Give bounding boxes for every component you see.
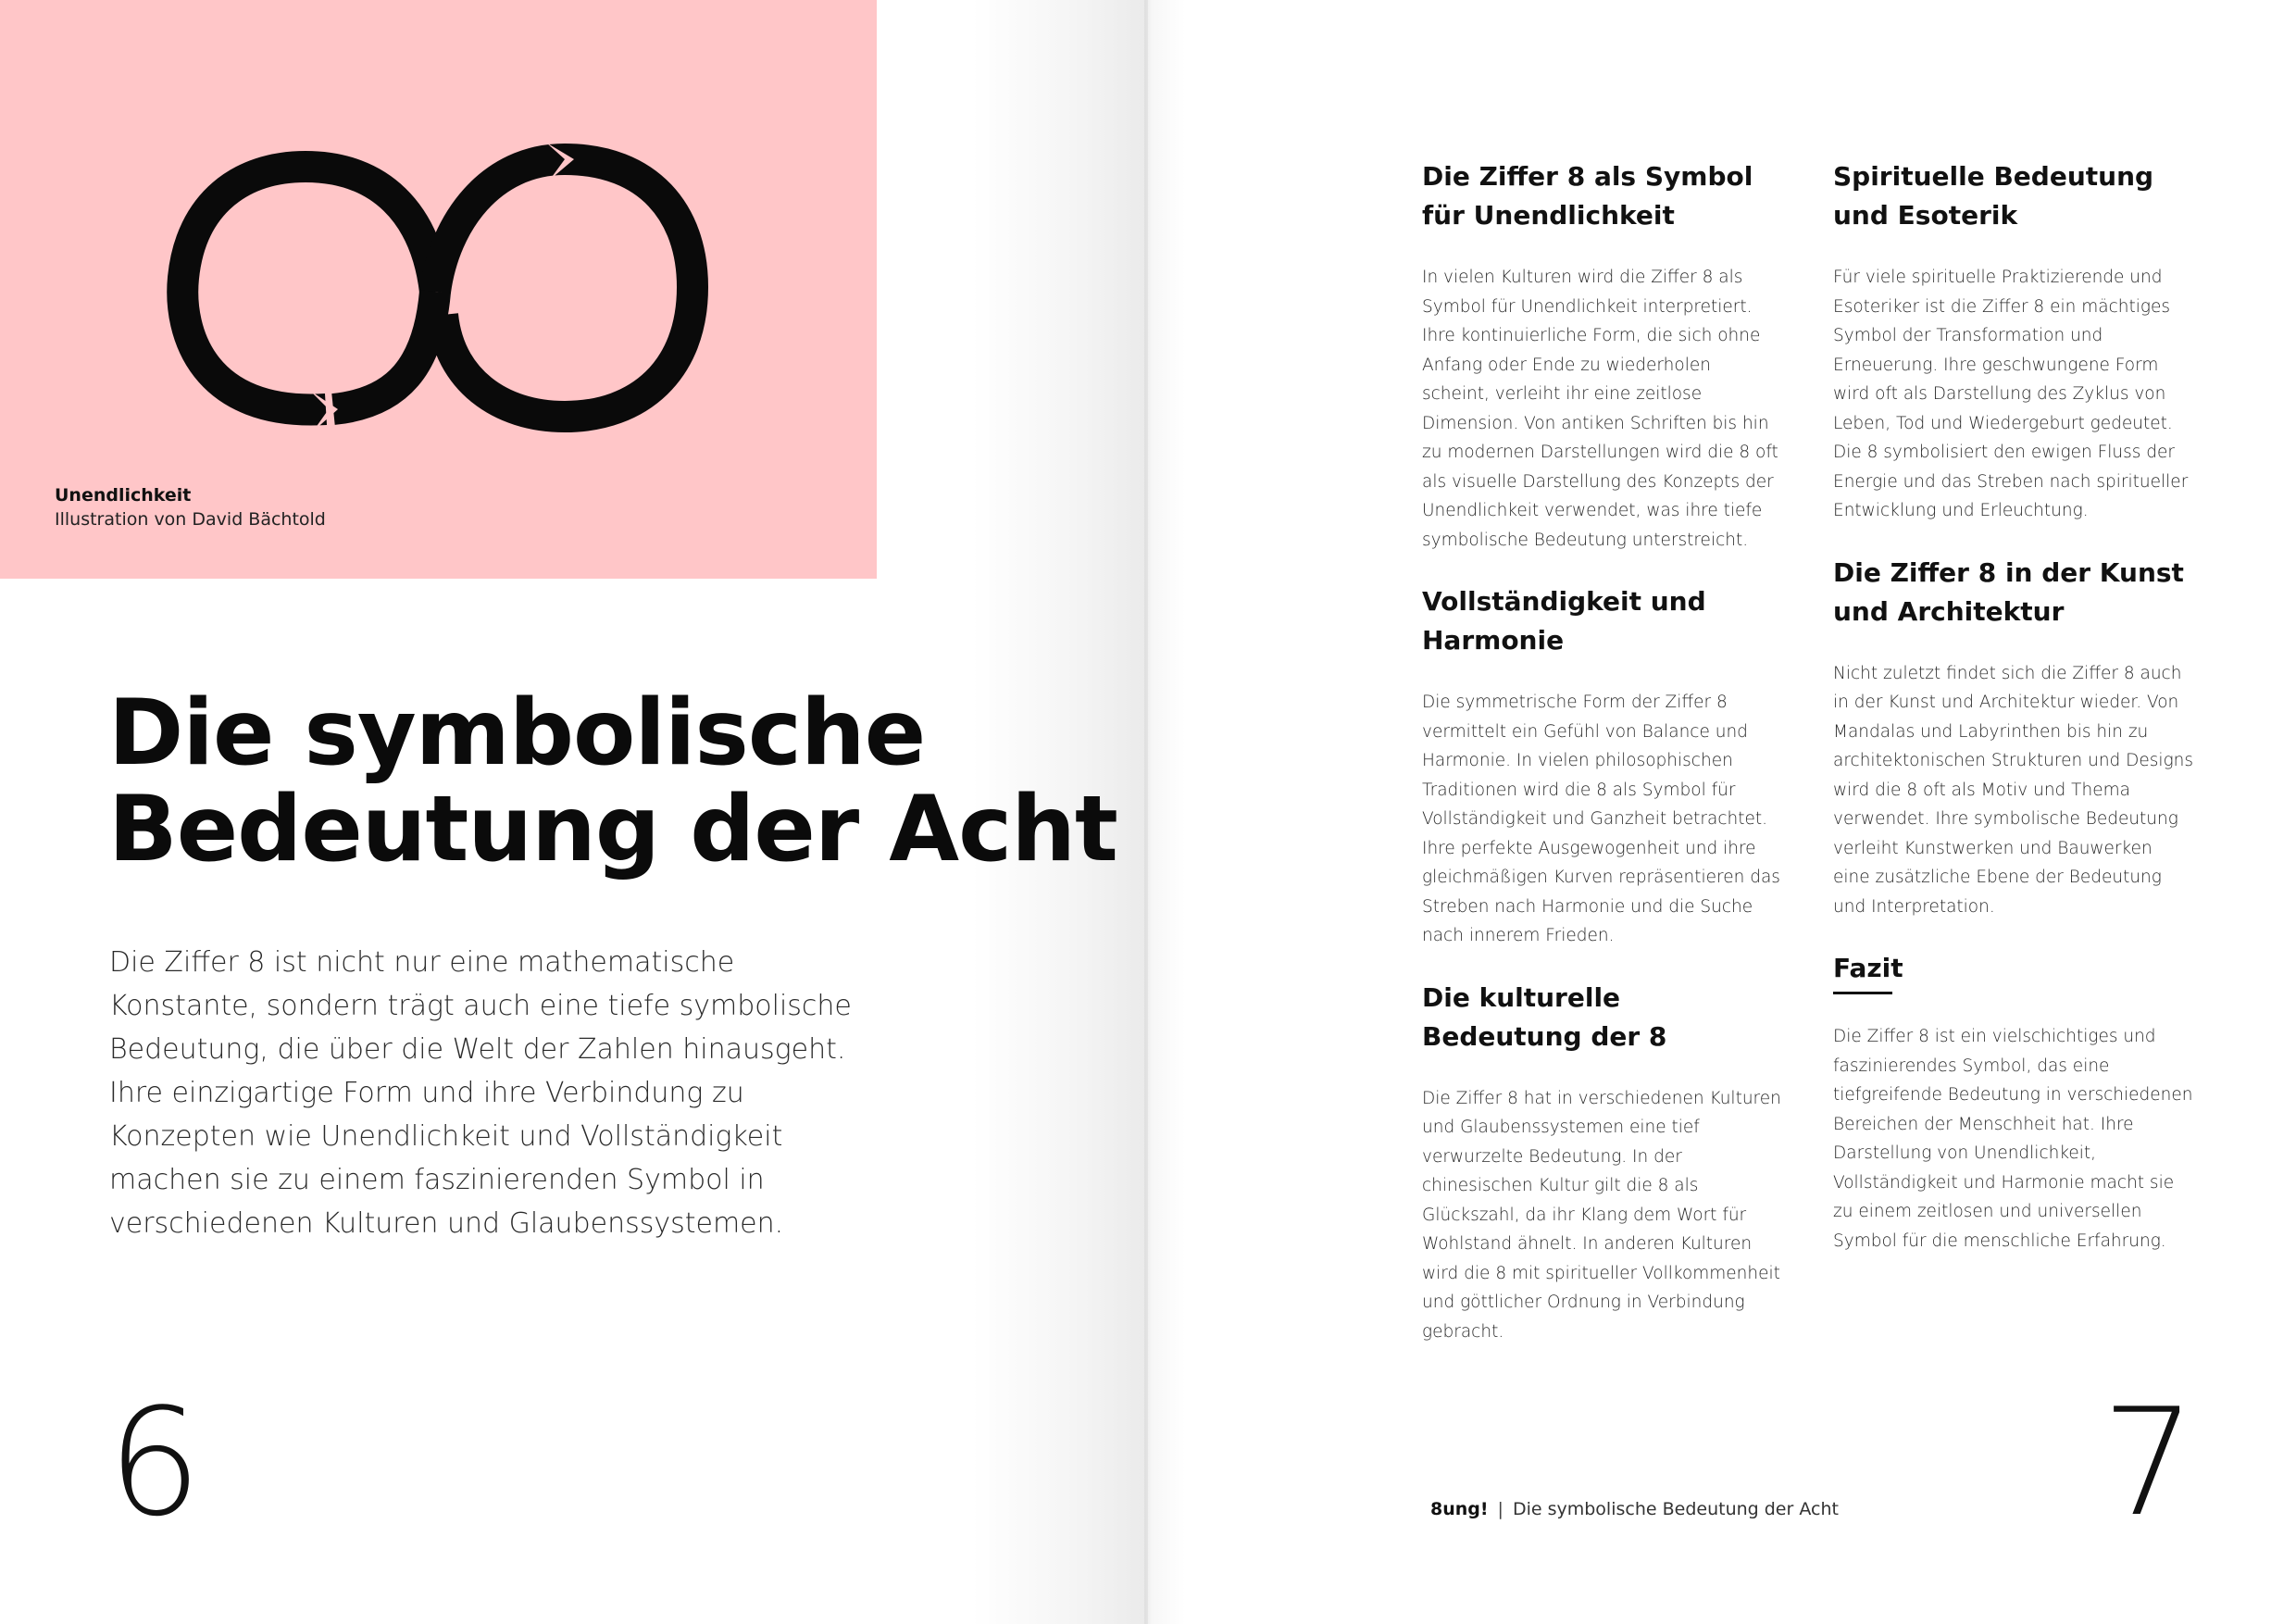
column-2 (1833, 157, 2194, 1283)
section-conclusion (1833, 949, 2194, 1255)
heading-line-1: Die Ziffer 8 als Symbol (1422, 161, 1753, 192)
page-number-left: 6 (107, 1376, 202, 1549)
section-body: Nicht zuletzt findet sich die Ziffer 8 auch in der Kunst und Architektur wieder. Von Mandalas und Labyrinthen bis hin zu architektonischen Strukturen und Designs wird die 8 oft als Motiv und Thema verwendet. Ihre symbolische Bedeutung verleiht Kunstwerken und Bauwerken eine zusätzliche Ebene der Bedeutung und Interpretation. (1833, 663, 2194, 917)
heading-line-1: Vollständigkeit und (1422, 586, 1706, 617)
section-body: In vielen Kulturen wird die Ziffer 8 als Symbol für Unendlichkeit interpretiert. Ihre kontinuierliche Form, die sich ohne Anfang oder Ende zu wiederholen scheint, verleiht ihr eine zeitlose Dimension. Von antiken Schriften bis hin zu modernen Darstellungen wird die 8 oft als visuelle Darstellung des Konzepts der Unendlichkeit verwendet, was ihre tiefe symbolische Bedeutung unterstreicht. (1422, 268, 1778, 550)
illustration-caption (55, 483, 326, 531)
footer-separator: | (1497, 1499, 1504, 1519)
section-harmony (1422, 582, 1783, 951)
heading-line-2: und Architektur (1833, 595, 2065, 627)
heading-line-1: Die Ziffer 8 in der Kunst (1833, 556, 2184, 588)
illustration-panel (0, 0, 877, 579)
footer-text: Die symbolische Bedeutung der Acht (1512, 1499, 1839, 1519)
section-culture (1422, 979, 1783, 1347)
section-heading (1833, 554, 2194, 631)
section-body: Die Ziffer 8 ist ein vielschichtiges und faszinierendes Symbol, das eine tiefgreifende Bedeutung in verschiedenen Bereichen der Menschheit hat. Ihre Darstellung von Unendlichkeit, Vollständigkeit und Harmonie macht sie zu einem zeitlosen und universellen Symbol für die menschliche Erfahrung. (1833, 1027, 2193, 1251)
heading-line-2: für Unendlichkeit (1422, 200, 1675, 231)
heading-line-2: Harmonie (1422, 625, 1565, 656)
section-art (1833, 554, 2194, 922)
lead-paragraph: Die Ziffer 8 ist nicht nur eine mathematische Konstante, sondern trägt auch eine tiefe symbolische Bedeutung, die über die Welt der Zahlen hinausgeht. Ihre einzigartige Form und ihre Verbindung zu Konzepten wie Unendlichkeit und Vollständigkeit machen sie zu einem faszinierenden Symbol in verschiedenen Kulturen und Glaubenssystemen. (109, 946, 852, 1240)
section-body: Die symmetrische Form der Ziffer 8 vermittelt ein Gefühl von Balance und Harmonie. In vielen philosophischen Traditionen wird die 8 als Symbol für Vollständigkeit und Ganzheit betrachtet. Ihre perfekte Ausgewogenheit und ihre gleichmäßigen Kurven repräsentieren das Streben nach Harmonie und die Suche nach innerem Frieden. (1422, 693, 1780, 945)
section-heading (1833, 157, 2194, 235)
section-spiritual (1833, 157, 2194, 526)
section-body: Für viele spirituelle Praktizierende und Esoteriker ist die Ziffer 8 ein mächtiges Symbol der Transformation und Erneuerung. Ihre geschwungene Form wird oft als Darstellung des Zyklus von Leben, Tod und Wiedergeburt gedeutet. Die 8 symbolisiert den ewigen Fluss der Energie und das Streben nach spiritueller Entwicklung und Erleuchtung. (1833, 268, 2189, 520)
section-infinity (1422, 157, 1783, 555)
column-1 (1422, 157, 1783, 1374)
title-line-1: Die symbolische (108, 681, 926, 786)
heading-line-1: Fazit (1833, 953, 1903, 983)
section-heading (1422, 157, 1783, 235)
caption-title: Unendlichkeit (55, 485, 192, 506)
footer-right (1430, 1498, 1839, 1520)
heading-line-1: Spirituelle Bedeutung (1833, 161, 2154, 192)
section-heading (1422, 979, 1783, 1056)
section-heading (1422, 582, 1783, 660)
gutter (1144, 0, 1152, 1624)
infinity-icon (167, 139, 713, 444)
footer-brand: 8ung! (1430, 1499, 1489, 1519)
heading-line-1: Die kulturelle Bedeutung der 8 (1422, 981, 1667, 1052)
section-heading (1833, 949, 2194, 988)
page-title (108, 681, 1127, 882)
section-body: Die Ziffer 8 hat in verschiedenen Kulturen und Glaubenssystemen eine tief verwurzelte Bedeutung. In der chinesischen Kultur gilt die 8 als Glückszahl, da ihr Klang dem Wort für Wohlstand ähnelt. In anderen Kulturen wird die 8 mit spiritueller Vollkommenheit und göttlicher Ordnung in Verbindung gebracht. (1422, 1088, 1781, 1342)
heading-line-2: und Esoterik (1833, 200, 2018, 231)
page-number-right: 7 (2102, 1376, 2196, 1549)
title-line-2: Bedeutung der Acht (108, 777, 1117, 882)
caption-credit: Illustration von David Bächtold (55, 509, 326, 530)
